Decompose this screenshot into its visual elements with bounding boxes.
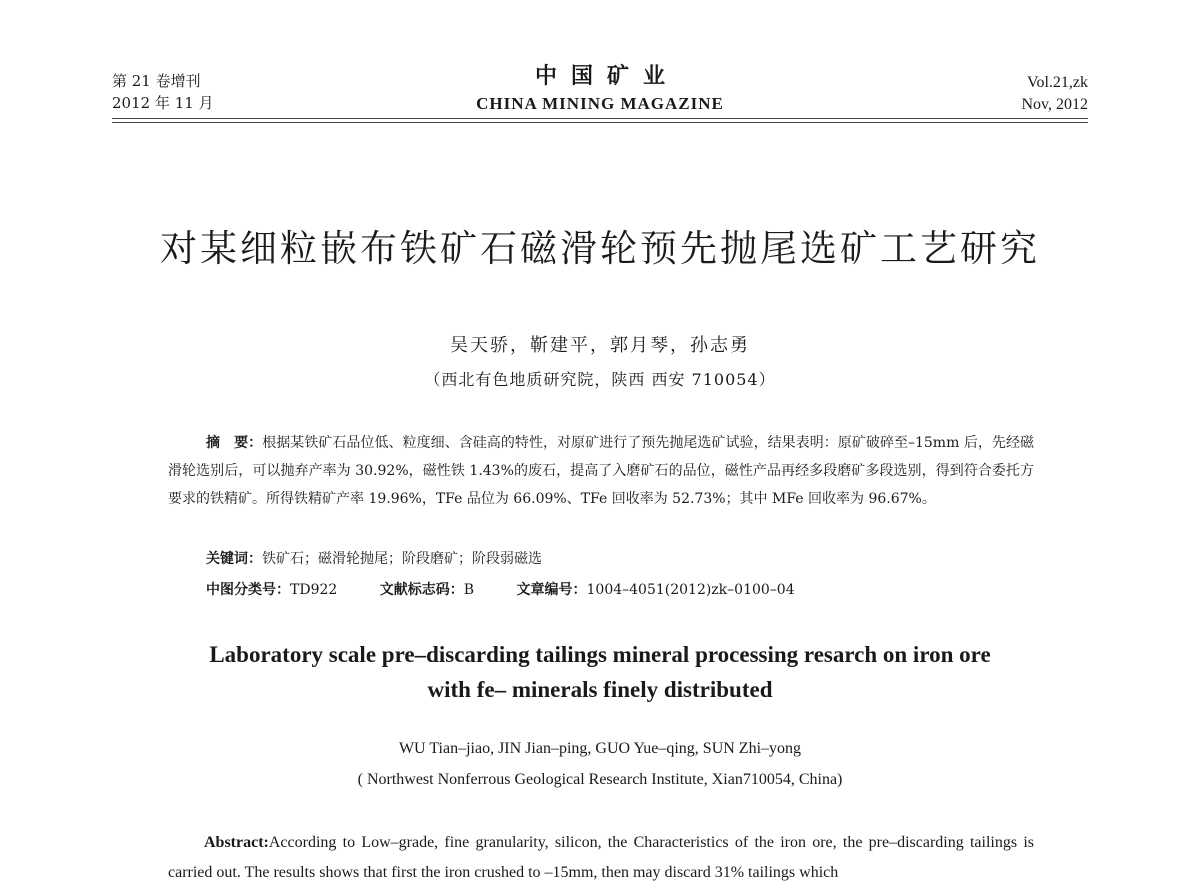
header-rule-bottom: [112, 122, 1088, 123]
abstract-en-label: Abstract:: [204, 834, 269, 851]
abstract-cn-label: 摘 要：: [206, 435, 263, 451]
abstract-en-text: According to Low–grade, fine granularity, silicon, the Characteristics of the iron ore, the pre–discarding tailings is carried out. The results shows that first the iron crushed to –15mm, then may discard 31% tailings which: [168, 834, 1034, 881]
clc-code: 中图分类号：TD922: [206, 582, 338, 598]
authors-cn: 吴天骄，靳建平，郭月琴，孙志勇: [450, 335, 750, 356]
volume-label: 第 21 卷增刊: [112, 72, 201, 90]
article-title-en: [0, 637, 1200, 707]
abstract-en: [168, 828, 1034, 888]
journal-name-cn: 中国矿业: [534, 63, 679, 89]
keywords-label: 关键词：: [206, 551, 262, 567]
abstract-cn-text: 根据某铁矿石品位低、粒度细、含硅高的特性，对原矿进行了预先抛尾选矿试验，结果表明：原矿破碎至–15mm 后，先经磁滑轮选别后，可以抛弃产率为 30.92%，磁性铁 1.43%的废石，提高了入磨矿石的品位，磁性产品再经多段磨矿多段选别，得到符合委托方要求的铁精矿。所得铁精矿产率 19.96%，TFe 品位为 66.09%、TFe 回收率为 52.73%；其中 MFe 回收率为 96.67%。: [168, 435, 1035, 507]
journal-name-en: CHINA MINING MAGAZINE: [476, 94, 724, 113]
authors-en: WU Tian–jiao, JIN Jian–ping, GUO Yue–qing, SUN Zhi–yong: [398, 740, 802, 757]
title-en-line-1: Laboratory scale pre–discarding tailings mineral processing resarch on iron ore: [209, 642, 991, 667]
article-title-cn: 对某细粒嵌布铁矿石磁滑轮预先抛尾选矿工艺研究: [160, 227, 1040, 270]
title-en-line-2: with fe– minerals finely distributed: [427, 677, 773, 702]
issue-date: 2012 年 11 月: [112, 94, 214, 112]
affiliation-cn: （西北有色地质研究院，陕西 西安 710054）: [424, 370, 776, 389]
header-rule-top: [112, 118, 1088, 119]
journal-masthead: [0, 62, 1200, 116]
issue-info-en: [1021, 72, 1088, 116]
affiliation-en: ( Northwest Nonferrous Geological Research Institute, Xian710054, China): [357, 771, 843, 788]
abstract-cn: [168, 429, 1034, 513]
issue-date-en: Nov, 2012: [1021, 96, 1088, 113]
keywords-text: 铁矿石；磁滑轮抛尾；阶段磨矿；阶段弱磁选: [262, 551, 542, 567]
document-code: 文献标志码：B: [379, 582, 475, 598]
classification-line: [206, 579, 795, 601]
article-number: 文章编号：1004–4051(2012)zk–0100–04: [516, 582, 795, 598]
volume-label-en: Vol.21,zk: [1026, 74, 1088, 91]
keywords-cn: [206, 548, 542, 570]
